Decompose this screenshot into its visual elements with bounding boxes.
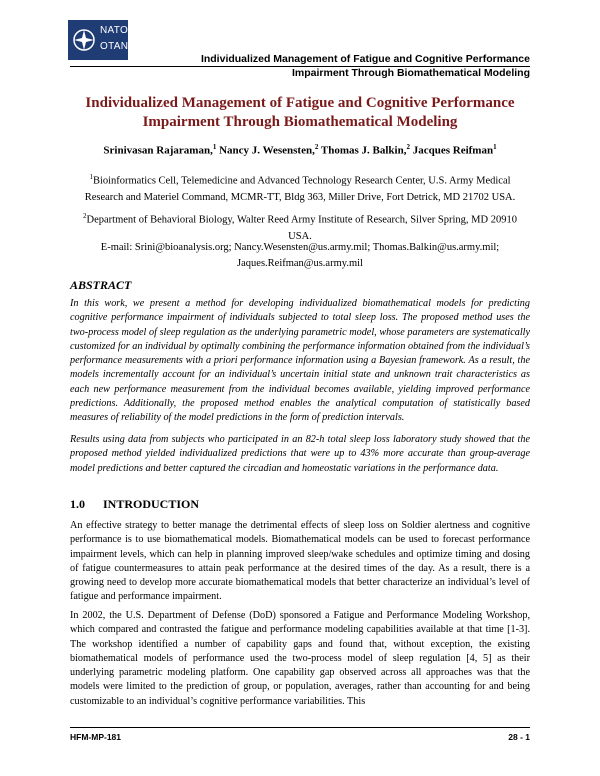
footer-divider — [70, 727, 530, 728]
page-number: 28 - 1 — [508, 732, 530, 742]
affiliation-2-line2: USA. — [288, 230, 312, 242]
author-affil-sup: 2 — [406, 143, 410, 151]
author-name: Thomas J. Balkin, — [318, 144, 407, 157]
affiliation-1-line2: Research and Materiel Command, MCMR-TT, Bldg 363, Miller Drive, Fort Detrick, MD 21702 USA. — [84, 191, 516, 203]
email-line1: E-mail: Srini@bioanalysis.org; Nancy.Wesensten@us.army.mil; Thomas.Balkin@us.army.mil; — [100, 242, 500, 253]
affiliation-2-sup: 2 — [83, 212, 87, 220]
section-number: 1.0 — [70, 497, 85, 511]
intro-paragraph-1: An effective strategy to better manage the detrimental effects of sleep loss on Soldier alertness and cognitive performance is to use biomathematical models. Biomathematical models can be used to forecast performance impairment levels, which can help in planning improved sleep/wake schedules and optimize timing and dosing of fatigue countermeasures to attain peak performance at the desired times of the day. As a result, there is a growing need to develop more accurate biomathematical models that better characterize an individual’s level of fatigue and performance impairment. — [70, 520, 530, 603]
affiliation-1-sup: 1 — [89, 173, 93, 181]
email-block — [70, 240, 530, 272]
nato-otan-logo — [68, 20, 128, 60]
author-name: Jacques Reifman — [409, 144, 494, 157]
author-affil-sup: 1 — [212, 143, 217, 151]
document-code: HFM-MP-181 — [70, 732, 122, 742]
section-title: INTRODUCTION — [103, 497, 200, 511]
email-line2: Jaques.Reifman@us.army.mil — [237, 258, 363, 269]
abstract-heading: ABSTRACT — [70, 278, 132, 292]
nato-star-icon — [72, 28, 96, 52]
affiliation-1 — [70, 169, 530, 206]
author-affil-sup: 2 — [314, 143, 319, 151]
paper-title-line1: Individualized Management of Fatigue and Cognitive Performance — [85, 95, 515, 111]
paper-title — [70, 94, 530, 132]
running-header-line1: Individualized Management of Fatigue and Cognitive Performance — [200, 53, 530, 65]
paper-title-line2: Impairment Through Biomathematical Modeling — [142, 114, 458, 130]
intro-paragraph-2: In 2002, the U.S. Department of Defense (DoD) sponsored a Fatigue and Performance Modeling Workshop, which compared and contrasted the fatigue and performance modeling capabilities available at that time [1-3]. The workshop identified a number of capability gaps and found that, without exception, the existing biomathematical models of performance used the two-process model of sleep regulation [4, 5] as their underlying parametric modeling platform. One capability gap observed across all approaches was that the models were limited to the prediction of group, or population, averages, rather than accounting for and being customizable to an individual’s cognitive performance variabilities. This — [70, 610, 530, 707]
abstract-paragraph-2: Results using data from subjects who participated in an 82-h total sleep loss laboratory study showed that the proposed method yielded individualized predictions that were up to 43% more accurate than group-average model predictions and better captured the circadian and homeostatic variations in the performance data. — [70, 434, 530, 474]
abstract-paragraph-1: In this work, we present a method for developing individualized biomathematical models for predicting cognitive performance impairment of individuals subjected to total sleep loss. The proposed method uses the two-process model of sleep regulation as the underlying parametric model, whose parameters are systematically customized for an individual by optimally combining the performance information obtained from the individual’s performance measurements with a priori performance information using a Bayesian framework. As a result, the models incrementally account for an individual’s uncertain initial state and unknown trait characteristics as each new performance measurement from the individual becomes available, yielding improved performance predictions. Additionally, the proposed method enables the analytical computation of statistically based measures of reliability of the model predictions in the form of prediction intervals. — [70, 298, 530, 424]
section-heading-introduction — [70, 497, 530, 512]
author-name: Nancy J. Wesensten, — [216, 144, 315, 157]
header-divider — [70, 66, 530, 67]
author-list — [70, 143, 530, 157]
author-name: Srinivasan Rajaraman, — [103, 144, 213, 157]
affiliation-2-line1: Department of Behavioral Biology, Walter Reed Army Institute of Research, Silver Spring, MD 20910 — [86, 214, 517, 226]
logo-text-nato: NATO — [100, 25, 129, 36]
author-affil-sup: 1 — [493, 143, 497, 151]
logo-text-otan: OTAN — [100, 41, 129, 52]
affiliation-1-line1: Bioinformatics Cell, Telemedicine and Advanced Technology Research Center, U.S. Army Medical — [92, 175, 511, 187]
running-header-line2: Impairment Through Biomathematical Modeling — [291, 67, 530, 79]
